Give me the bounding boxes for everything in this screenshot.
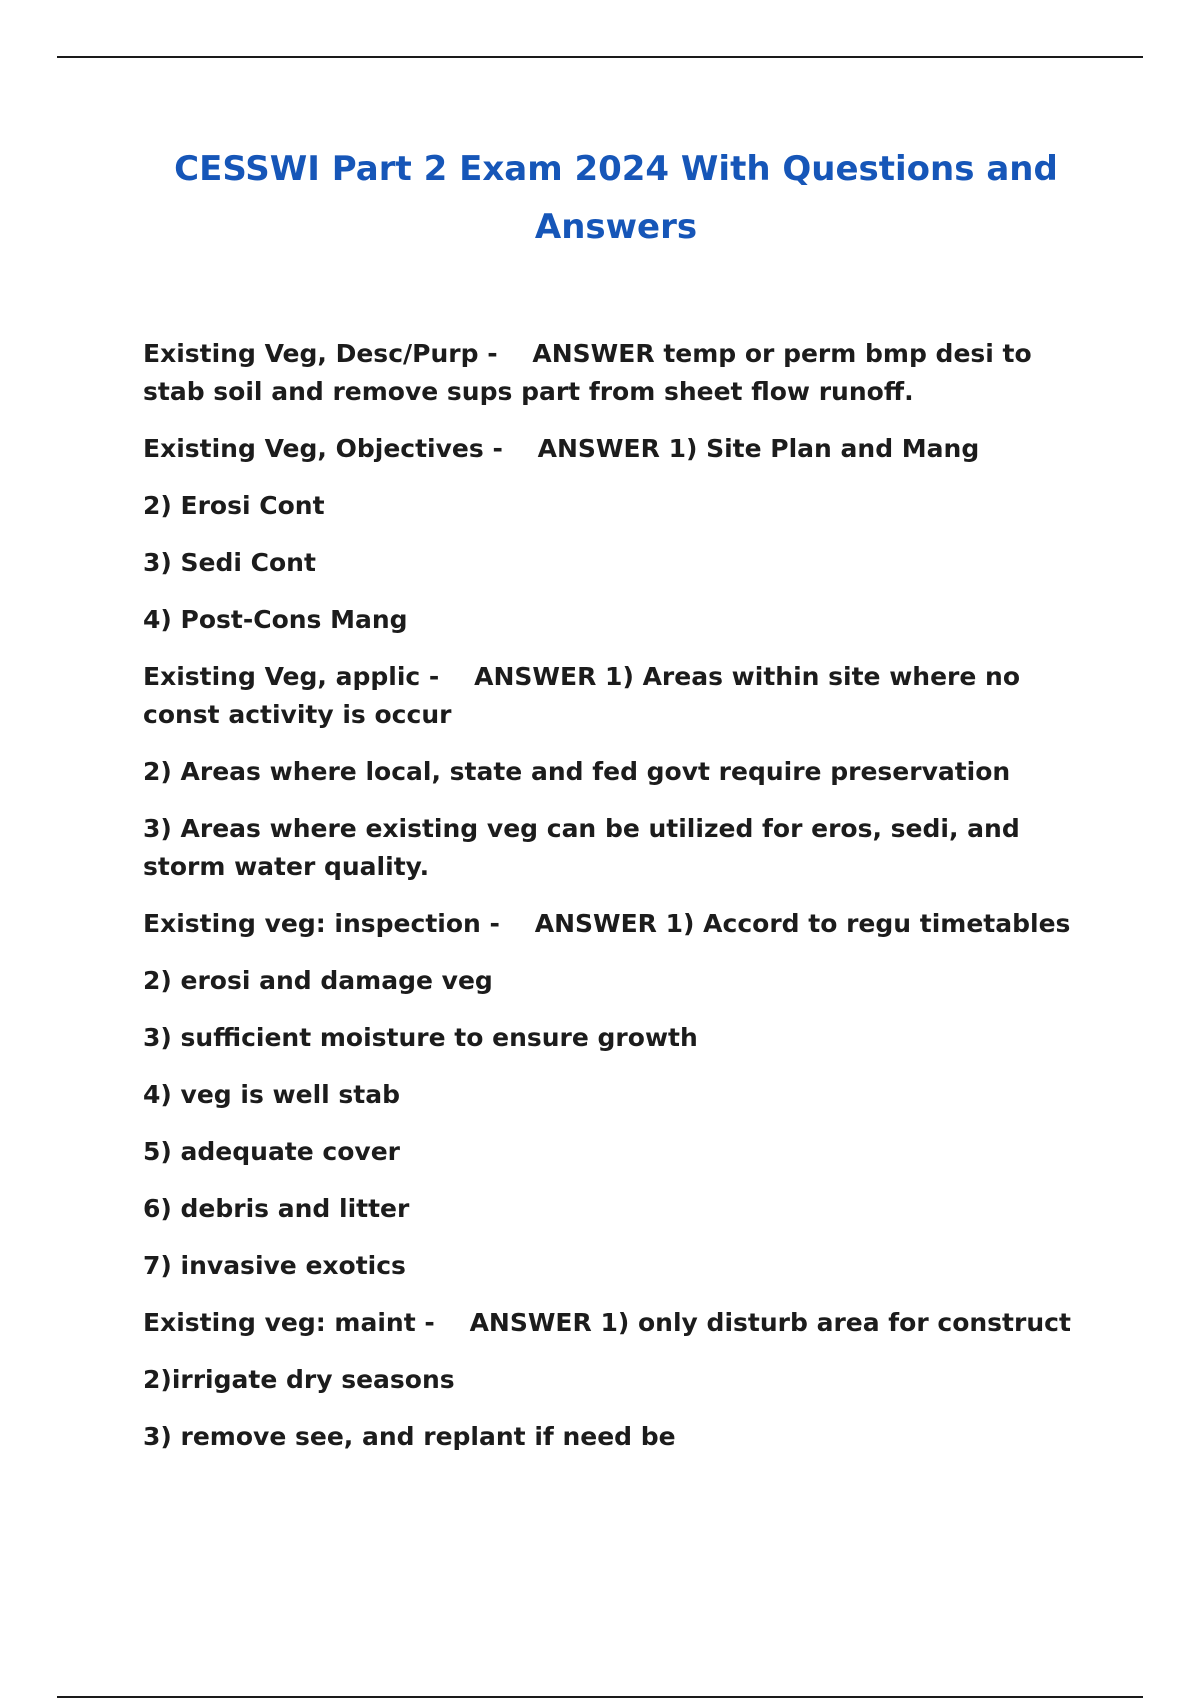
qa-entry: [143, 658, 1093, 734]
answer-list-item: 2)irrigate dry seasons: [143, 1365, 455, 1394]
answer-list-item: 5) adequate cover: [143, 1137, 400, 1166]
answer-marker: ANSWER: [537, 434, 660, 463]
qa-entry: [143, 905, 1093, 943]
answer-list-item: 2) Erosi Cont: [143, 491, 325, 520]
answer-text: temp or perm bmp desi to stab soil and remove sups part from sheet flow runoff.: [143, 339, 1032, 406]
answer-list-item: 6) debris and litter: [143, 1194, 410, 1223]
qa-list: [143, 335, 1093, 1475]
answer-marker: ANSWER: [469, 1308, 592, 1337]
question-text: Existing veg: inspection -: [143, 909, 500, 938]
answer-list-item: 3) sufficient moisture to ensure growth: [143, 1023, 698, 1052]
qa-entry: [143, 1304, 1093, 1342]
answer-list-item: 2) erosi and damage veg: [143, 966, 493, 995]
top-rule: [57, 56, 1143, 58]
document-title: CESSWI Part 2 Exam 2024 With Questions and Answers: [174, 149, 1058, 247]
answer-list-item: 3) remove see, and replant if need be: [143, 1422, 676, 1451]
answer-text: 1) only disturb area for construct: [600, 1308, 1071, 1337]
qa-entry: [143, 335, 1093, 411]
bottom-rule: [57, 1696, 1143, 1698]
answer-marker: ANSWER: [534, 909, 657, 938]
answer-marker: ANSWER: [474, 662, 597, 691]
answer-list-item: 3) Sedi Cont: [143, 548, 316, 577]
answer-list-item: 7) invasive exotics: [143, 1251, 406, 1280]
answer-list-item: 4) Post-Cons Mang: [143, 605, 408, 634]
qa-entry: [143, 430, 1093, 468]
answer-text: 1) Accord to regu timetables: [665, 909, 1071, 938]
question-text: Existing veg: maint -: [143, 1308, 435, 1337]
answer-text: 1) Site Plan and Mang: [668, 434, 980, 463]
answer-list-item: 3) Areas where existing veg can be utilized for eros, sedi, and storm water quality.: [143, 814, 1020, 881]
question-text: Existing Veg, Objectives -: [143, 434, 503, 463]
answer-marker: ANSWER: [532, 339, 655, 368]
answer-text: 1) Areas within site where no const activity is occur: [143, 662, 1021, 729]
answer-list-item: 4) veg is well stab: [143, 1080, 401, 1109]
answer-list-item: 2) Areas where local, state and fed govt require preservation: [143, 757, 1011, 786]
question-text: Existing Veg, applic -: [143, 662, 440, 691]
question-text: Existing Veg, Desc/Purp -: [143, 339, 498, 368]
